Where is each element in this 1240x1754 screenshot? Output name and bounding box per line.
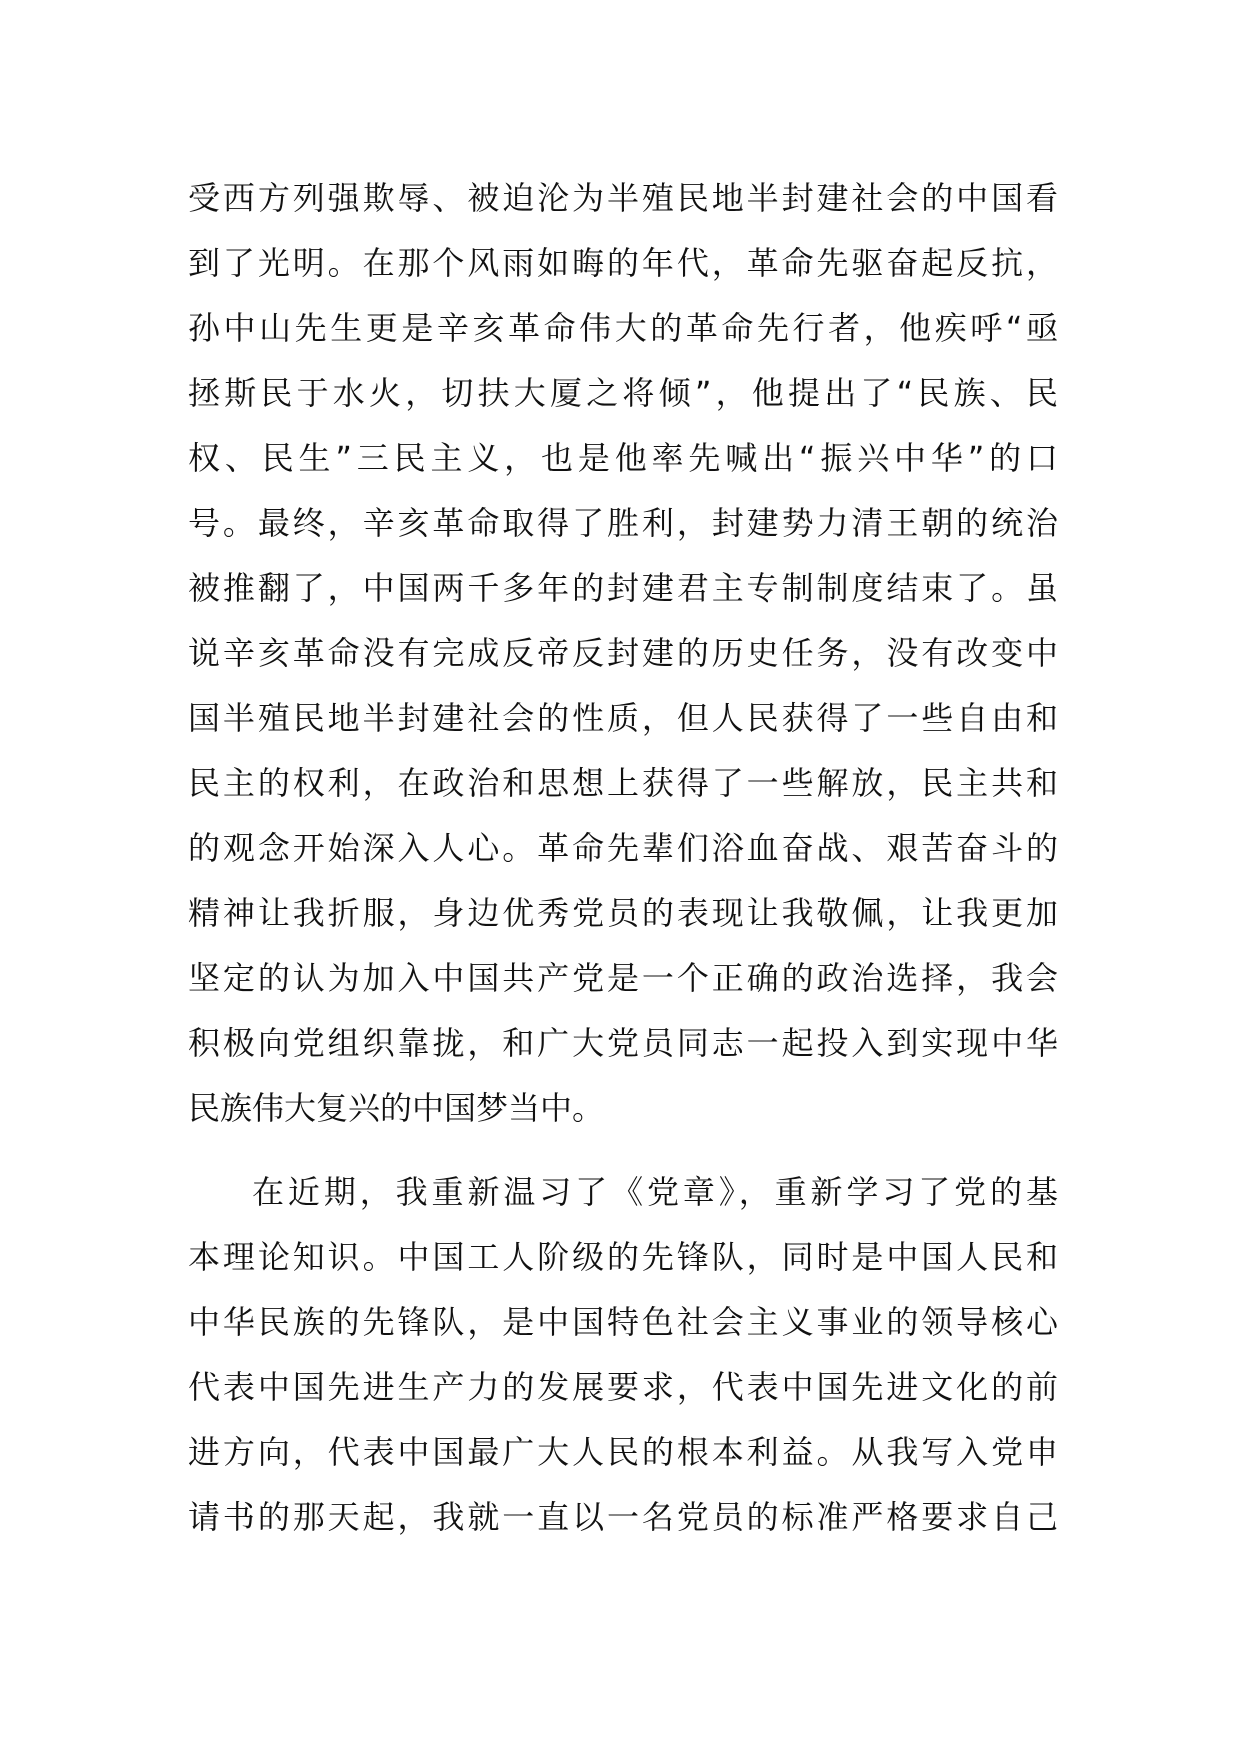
paragraph-2 <box>188 1160 1058 1550</box>
text-line: 民主的权利，在政治和思想上获得了一些解放，民主共和 <box>188 764 1058 802</box>
text-line: 拯斯民于水火，切扶大厦之将倾”，他提出了“民族、民 <box>188 374 1058 412</box>
text-line: 民族伟大复兴的中国梦当中。 <box>188 1089 605 1127</box>
text-line: 精神让我折服，身边优秀党员的表现让我敬佩，让我更加 <box>188 894 1058 932</box>
text-line: 说辛亥革命没有完成反帝反封建的历史任务，没有改变中 <box>188 634 1058 672</box>
paragraph-1 <box>188 166 1058 1141</box>
text-line: 国半殖民地半封建社会的性质，但人民获得了一些自由和 <box>188 699 1058 737</box>
text-line: 积极向党组织靠拢，和广大党员同志一起投入到实现中华 <box>188 1024 1058 1062</box>
text-line: 在近期，我重新温习了《党章》，重新学习了党的基 <box>252 1173 1058 1211</box>
text-line: 孙中山先生更是辛亥革命伟大的革命先行者，他疾呼“亟 <box>188 309 1058 347</box>
text-line: 号。最终，辛亥革命取得了胜利，封建势力清王朝的统治 <box>188 504 1058 542</box>
text-line: 请书的那天起，我就一直以一名党员的标准严格要求自己 <box>188 1498 1058 1536</box>
text-line: 进方向，代表中国最广大人民的根本利益。从我写入党申 <box>188 1433 1058 1471</box>
text-line: 坚定的认为加入中国共产党是一个正确的政治选择，我会 <box>188 959 1058 997</box>
text-line: 被推翻了，中国两千多年的封建君主专制制度结束了。虽 <box>188 569 1058 607</box>
text-line: 受西方列强欺辱、被迫沦为半殖民地半封建社会的中国看 <box>188 179 1058 217</box>
text-line: 中华民族的先锋队，是中国特色社会主义事业的领导核心 <box>188 1303 1058 1341</box>
text-line: 的观念开始深入人心。革命先辈们浴血奋战、艰苦奋斗的 <box>188 829 1058 867</box>
text-line: 本理论知识。中国工人阶级的先锋队，同时是中国人民和 <box>188 1238 1058 1276</box>
text-line: 权、民生”三民主义，也是他率先喊出“振兴中华”的口 <box>188 439 1058 477</box>
text-line: 代表中国先进生产力的发展要求，代表中国先进文化的前 <box>188 1368 1058 1406</box>
text-line: 到了光明。在那个风雨如晦的年代，革命先驱奋起反抗， <box>188 244 1058 282</box>
